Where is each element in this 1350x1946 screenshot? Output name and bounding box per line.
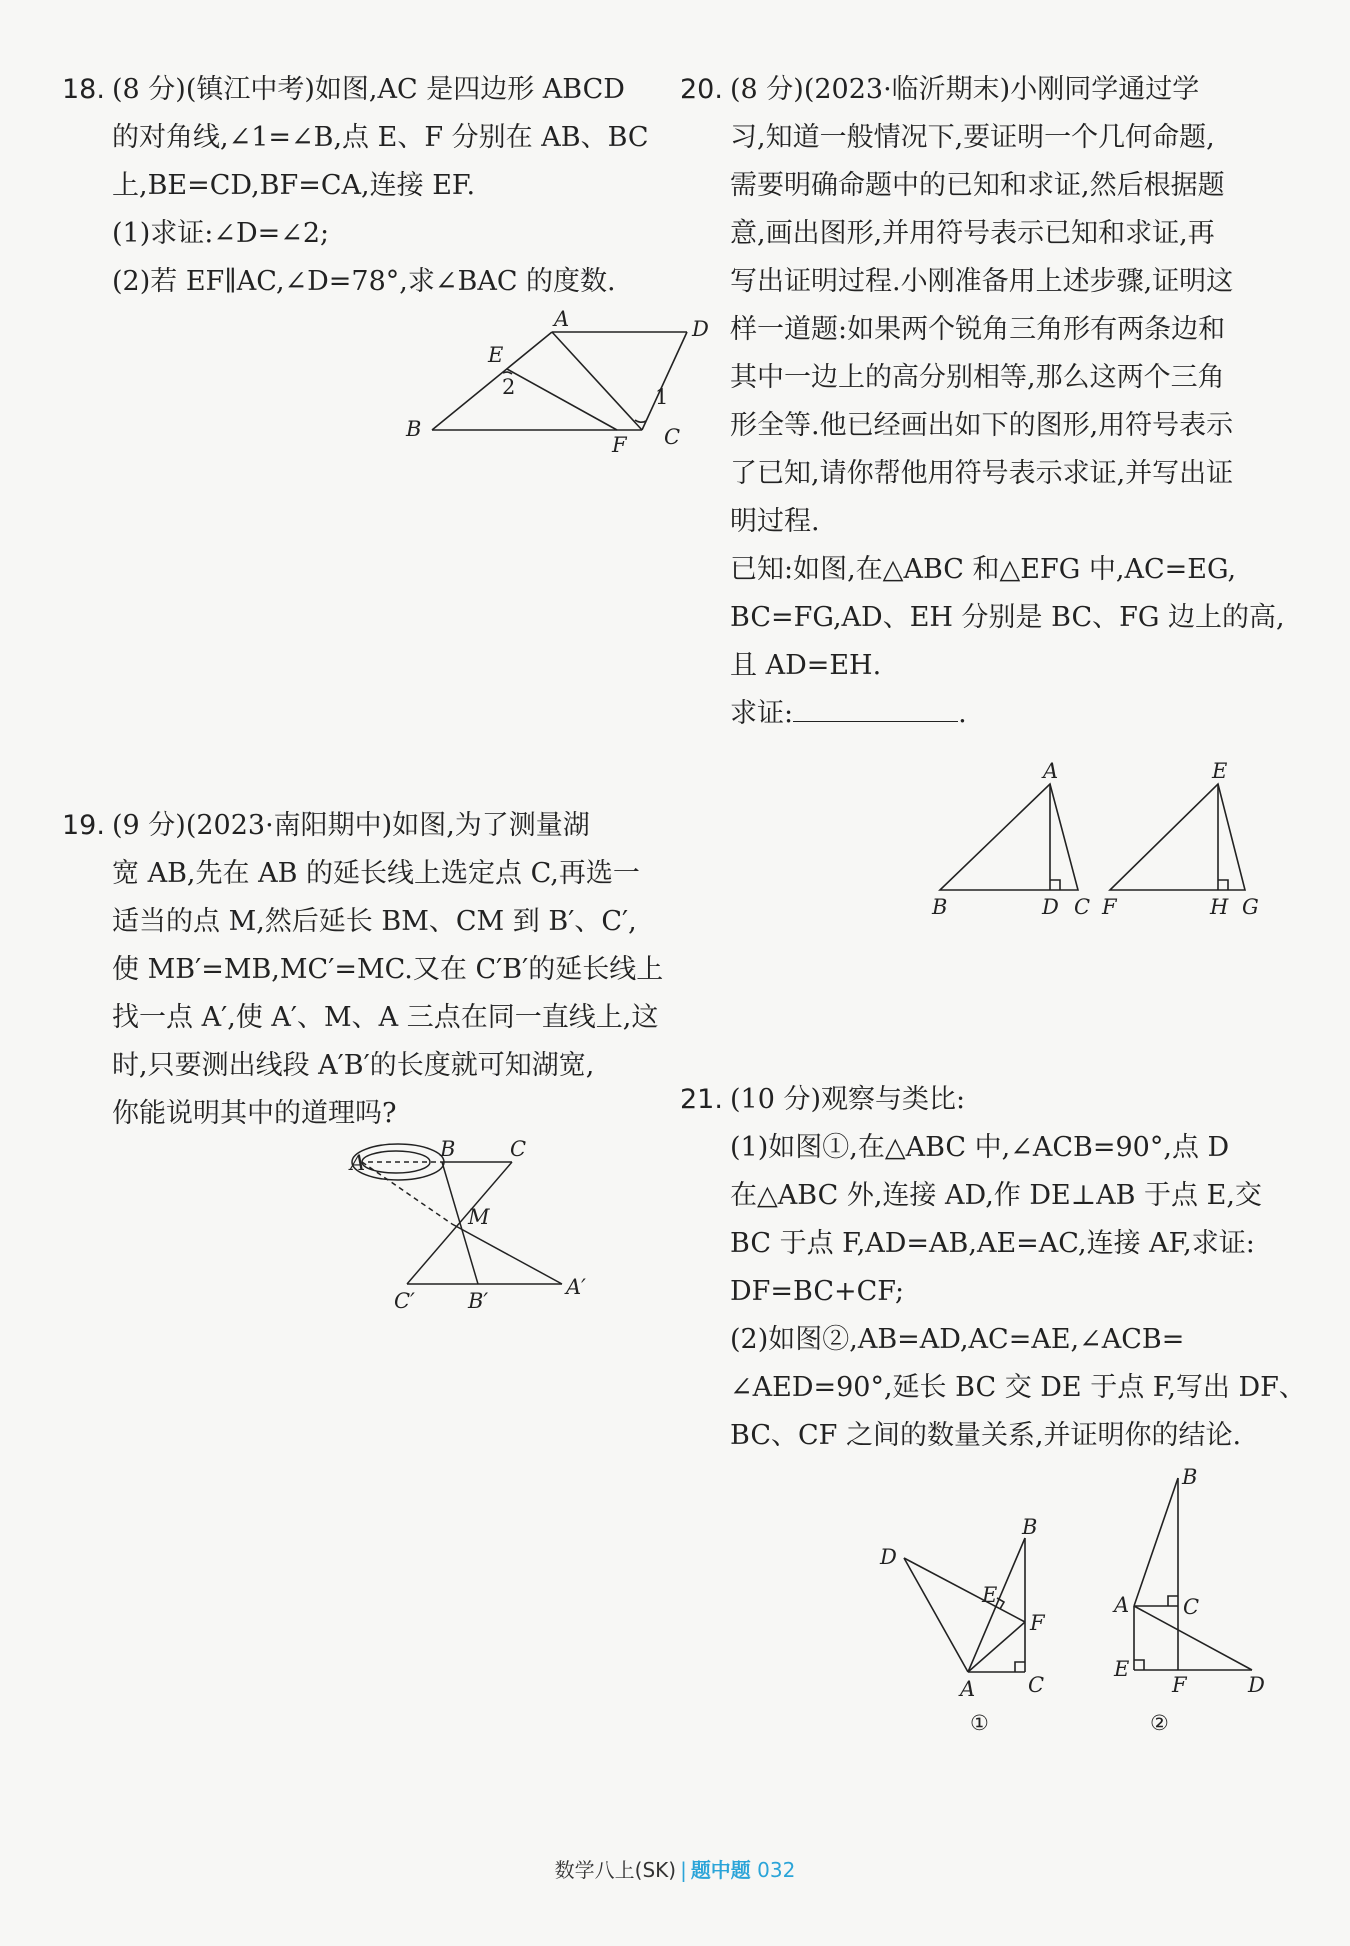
q21-fig2-label-c: C [1183,1595,1200,1619]
q20-prove-line [680,690,1270,738]
q21-fig2-label-a: A [1114,1593,1130,1617]
q18-part-1: (1)求证:∠D=∠2; [112,218,330,249]
q20-figure-svg [930,759,1270,922]
q19-line-4: 使 MB′=MB,MC′=MC.又在 C′B′的延长线上 [112,954,664,985]
q20-line-8: 形全等.他已经画出如下的图形,用符号表示 [730,410,1234,441]
q20-line-10: 明过程. [730,506,820,537]
q19-label-a-prime: A′ [566,1275,586,1299]
q18-line-1 [62,66,650,114]
q20-prove-blank[interactable] [793,691,958,722]
q19-label-m: M [468,1205,490,1229]
q18-number: 18. [62,74,105,105]
q19-line-5: 找一点 A′,使 A′、M、A 三点在同一直线上,这 [112,1002,659,1033]
q21-text: (10 分)观察与类比: [730,1084,966,1115]
q18-figure [402,307,722,462]
q18-label-a: A [554,307,570,331]
footer-book: 数学八上(SK) [554,1858,677,1882]
q21-fig2-label-b: B [1182,1465,1198,1489]
q20-known-3: 且 AD=EH. [730,650,882,681]
q20-label-d: D [1042,895,1059,919]
q20-label-b: B [932,895,948,919]
q19-label-c-prime: C′ [394,1289,415,1313]
q20-figure [930,759,1270,922]
q21-fig1-label-e: E [982,1583,998,1607]
q18-label-angle2: 2 [502,375,516,399]
q18-label-c: C [664,425,681,449]
q21-figure-2-svg [1110,1465,1270,1740]
q20-label-a: A [1043,759,1059,783]
q21-fig2-label-e: E [1114,1657,1130,1681]
q21-fig2-label-d: D [1248,1673,1265,1697]
q18-label-e: E [488,343,504,367]
question-18 [62,66,650,306]
q18-label-f: F [612,433,627,457]
q21-line-4: BC 于点 F,AD=AB,AE=AC,连接 AF,求证: [730,1228,1255,1259]
question-20 [680,66,1285,738]
q18-part-2: (2)若 EF∥AC,∠D=78°,求∠BAC 的度数. [112,266,616,297]
q20-line-7: 其中一边上的高分别相等,那么这两个三角 [730,362,1225,393]
q20-line-5: 写出证明过程.小刚准备用上述步骤,证明这 [730,266,1234,297]
q21-fig1-label-c: C [1028,1673,1045,1697]
q20-line-6: 样一道题:如果两个锐角三角形有两条边和 [730,314,1226,345]
q21-line-7: ∠AED=90°,延长 BC 交 DE 于点 F,写出 DF、 [730,1372,1306,1403]
q20-label-g: G [1242,895,1259,919]
q18-label-angle1: 1 [655,385,669,409]
q20-label-c: C [1074,895,1091,919]
q19-line-6: 时,只要测出线段 A′B′的长度就可知湖宽, [112,1050,595,1081]
q18-text: (8 分)(镇江中考)如图,AC 是四边形 ABCD [112,74,625,105]
q20-line-3: 需要明确命题中的已知和求证,然后根据题 [730,170,1225,201]
q20-label-f: F [1102,895,1117,919]
q21-line-5: DF=BC+CF; [730,1276,905,1307]
q19-line-3: 适当的点 M,然后延长 BM、CM 到 B′、C′, [112,906,637,937]
q18-figure-svg [402,307,722,462]
q21-figure-1 [870,1515,1045,1740]
q21-fig1-label-d: D [880,1545,897,1569]
q21-fig1-label-f: F [1030,1611,1045,1635]
q19-figure-svg [352,1132,692,1322]
q20-line-4: 意,画出图形,并用符号表示已知和求证,再 [730,218,1215,249]
footer-page-number: 032 [757,1858,796,1882]
q20-prove-end: . [958,698,967,729]
q20-label-e: E [1212,759,1228,783]
q20-line-1 [680,66,1270,114]
q19-line-7: 你能说明其中的道理吗? [112,1098,397,1129]
q19-label-b-prime: B′ [468,1289,489,1313]
footer-separator: | [680,1858,687,1882]
q21-fig1-caption: ① [970,1711,989,1735]
q21-fig1-label-b: B [1022,1515,1038,1539]
q21-fig1-label-a: A [960,1677,976,1701]
q21-figure-1-svg [870,1515,1045,1740]
q21-figure-2 [1110,1465,1270,1740]
q18-line-3: 上,BE=CD,BF=CA,连接 EF. [112,170,476,201]
q19-text: (9 分)(2023·南阳期中)如图,为了测量湖 [112,810,590,841]
q20-label-h: H [1210,895,1229,919]
q19-label-c: C [510,1137,527,1161]
q21-fig2-label-f: F [1172,1673,1187,1697]
q19-label-b: B [440,1137,456,1161]
q20-text: (8 分)(2023·临沂期末)小刚同学通过学 [730,74,1200,105]
page-footer [0,1854,1350,1883]
question-19 [62,802,664,1138]
q21-line-2: (1)如图①,在△ABC 中,∠ACB=90°,点 D [730,1132,1230,1163]
q20-line-9: 了已知,请你帮他用符号表示求证,并写出证 [730,458,1234,489]
question-21 [680,1076,1306,1460]
q20-prove-label: 求证: [730,698,794,729]
q21-fig2-caption: ② [1150,1711,1169,1735]
q20-known-1: 已知:如图,在△ABC 和△EFG 中,AC=EG, [730,554,1237,585]
q19-number: 19. [62,810,105,841]
q21-number: 21. [680,1084,723,1115]
q18-label-d: D [692,317,709,341]
q21-line-6: (2)如图②,AB=AD,AC=AE,∠ACB= [730,1324,1185,1355]
q20-known-2: BC=FG,AD、EH 分别是 BC、FG 边上的高, [730,602,1285,633]
q19-line-2: 宽 AB,先在 AB 的延长线上选定点 C,再选一 [112,858,640,889]
footer-series: 题中题 [690,1858,751,1882]
q21-line-8: BC、CF 之间的数量关系,并证明你的结论. [730,1420,1242,1451]
q18-label-b: B [406,417,422,441]
q19-figure [352,1132,692,1322]
q20-number: 20. [680,74,723,105]
q21-line-1 [680,1076,1270,1124]
q19-line-1 [62,802,650,850]
q19-label-a: A [350,1151,366,1175]
q20-line-2: 习,知道一般情况下,要证明一个几何命题, [730,122,1215,153]
q21-line-3: 在△ABC 外,连接 AD,作 DE⊥AB 于点 E,交 [730,1180,1262,1211]
q18-line-2: 的对角线,∠1=∠B,点 E、F 分别在 AB、BC [112,122,649,153]
